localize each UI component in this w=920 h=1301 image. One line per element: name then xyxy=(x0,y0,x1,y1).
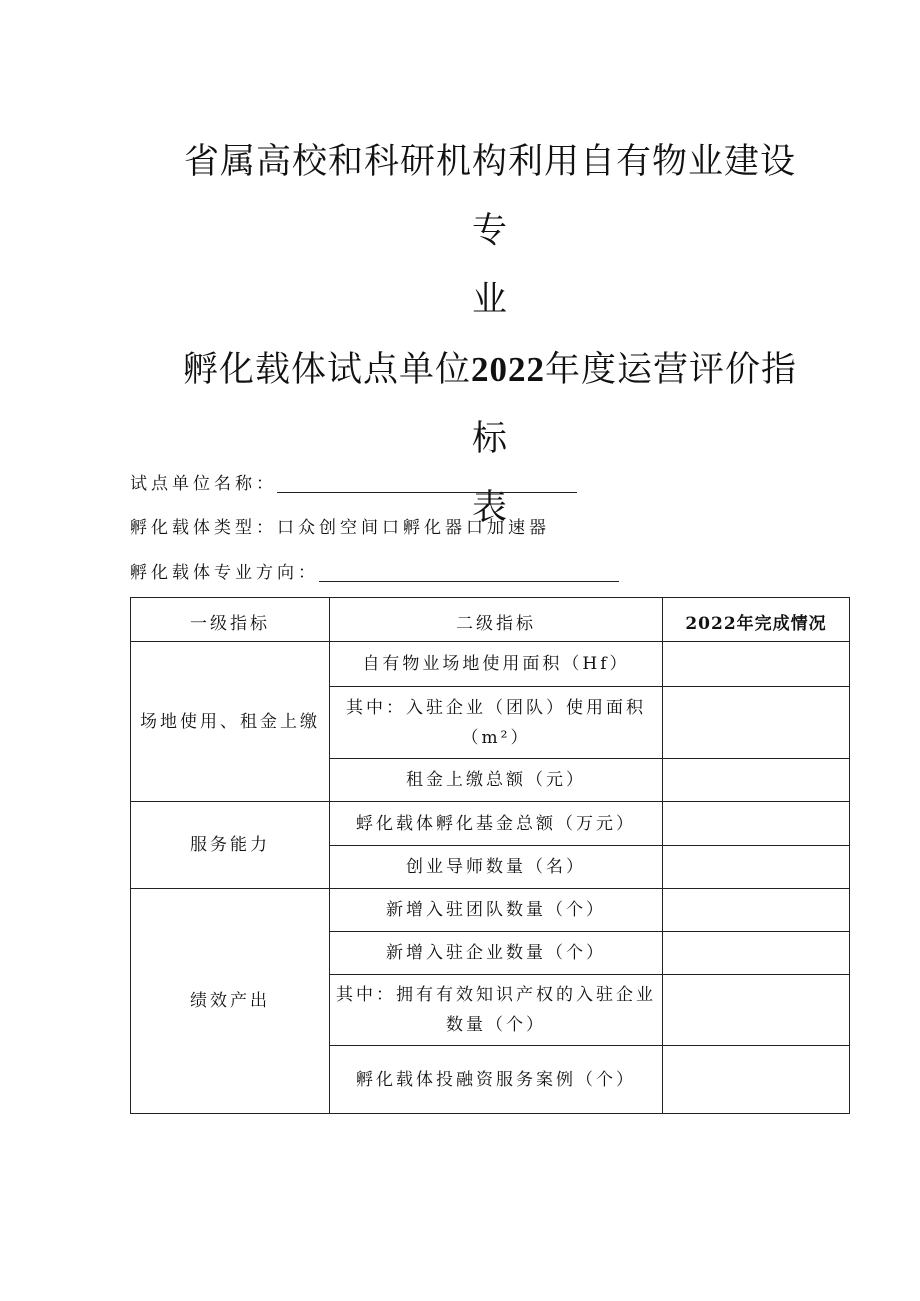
indicator-table xyxy=(130,597,850,1114)
table-row xyxy=(131,802,850,846)
item-financing-cases: 孵化载体投融资服务案例（个） xyxy=(330,1046,663,1114)
completion-cell[interactable] xyxy=(663,1046,850,1114)
title-line-1: 省属高校和科研机构利用自有物业建设专 xyxy=(183,142,796,251)
unit-name-field xyxy=(130,469,577,494)
header-level2: 二级指标 xyxy=(330,598,663,642)
completion-cell[interactable] xyxy=(663,846,850,889)
item-ip-companies: 其中：拥有有效知识产权的入驻企业数量（个） xyxy=(330,975,663,1046)
completion-cell[interactable] xyxy=(663,687,850,759)
item-rent-total: 租金上缴总额（元） xyxy=(330,759,663,802)
direction-label: 孵化载体专业方向： xyxy=(130,563,319,583)
group-name-performance: 绩效产出 xyxy=(131,889,330,1114)
header-completion: 2022年完成情况 xyxy=(663,598,850,642)
title-line-3 xyxy=(170,335,810,474)
header-level1: 一级指标 xyxy=(131,598,330,642)
carrier-type-field xyxy=(130,513,550,538)
unit-name-label: 试点单位名称： xyxy=(130,474,277,494)
group-name-site-rent: 场地使用、租金上缴 xyxy=(131,642,330,802)
item-tenant-area: 其中：入驻企业（团队）使用面积（m²） xyxy=(330,687,663,759)
table-row xyxy=(131,889,850,932)
item-mentor-count: 创业导师数量（名） xyxy=(330,846,663,889)
item-site-area: 自有物业场地使用面积（Hf） xyxy=(330,642,663,687)
item-new-teams: 新增入驻团队数量（个） xyxy=(330,889,663,932)
completion-cell[interactable] xyxy=(663,975,850,1046)
title-line-3-post: 年度运营评价指标 xyxy=(471,350,798,459)
completion-cell[interactable] xyxy=(663,759,850,802)
completion-cell[interactable] xyxy=(663,642,850,687)
carrier-type-options[interactable]: 口众创空间口孵化器口加速器 xyxy=(277,518,550,538)
title-line-3-pre: 孵化载体试点单位 xyxy=(182,350,471,390)
title-line-4: 表 xyxy=(471,488,508,528)
table-row xyxy=(131,642,850,687)
table-header-row xyxy=(131,598,850,642)
completion-cell[interactable] xyxy=(663,802,850,846)
direction-blank[interactable] xyxy=(319,565,619,582)
item-new-companies: 新增入驻企业数量（个） xyxy=(330,932,663,975)
unit-name-blank[interactable] xyxy=(277,476,577,493)
item-fund-total: 蜉化载体孵化基金总额（万元） xyxy=(330,802,663,846)
direction-field xyxy=(130,558,619,583)
title-year: 2022 xyxy=(471,350,545,389)
group-name-service: 服务能力 xyxy=(131,802,330,889)
title-line-2: 业 xyxy=(471,280,508,320)
completion-cell[interactable] xyxy=(663,932,850,975)
carrier-type-label: 孵化载体类型： xyxy=(130,518,277,538)
completion-cell[interactable] xyxy=(663,889,850,932)
